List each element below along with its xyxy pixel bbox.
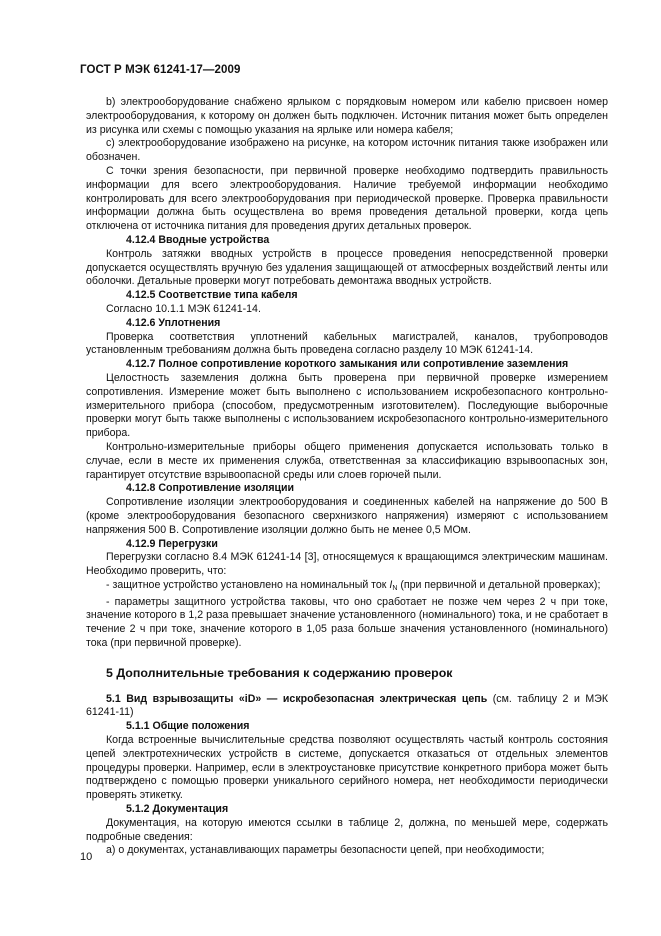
heading-4-12-6: 4.12.6 Уплотнения <box>126 316 221 329</box>
heading-4-12-8: 4.12.8 Сопротивление изоляции <box>126 482 295 495</box>
text-4-12-7-b: Контрольно-измерительные приборы общего применения допускается использовать только в случае, если в месте их применения служба, ответственная за классификацию взрывоопасных зон, гарантирует отсутствие взрывоопасной среды или слоев горючей пыли. <box>86 440 608 481</box>
heading-4-12-5: 4.12.5 Соответствие типа кабеля <box>126 289 298 302</box>
list-item-text: - защитное устройство установлено на номинальный ток <box>106 578 390 591</box>
text-4-12-7-a: Целостность заземления должна быть проверена при первичной проверке измерением сопротивления. Измерение может быть выполнено с использованием искробезопасного контрольно-измерительного прибора (способом, предусмотренным изготовителем). Последующие выборочные проверки могут быть также выполнены с использованием искробезопасного контрольно-измерительного прибора. <box>86 371 608 440</box>
section-5-heading: 5 Дополнительные требования к содержанию проверок <box>106 665 453 680</box>
heading-5-1-2: 5.1.2 Документация <box>126 803 229 816</box>
text-4-12-8: Сопротивление изоляции электрооборудования и соединенных кабелей на напряжение до 500 В (кроме электрооборудования безопасного сверхнизкого напряжения) измеряют с использованием напряжения 500 В. Сопротивление изоляции должно быть не менее 0,5 МОм. <box>86 496 608 536</box>
heading-5-1-1: 5.1.1 Общие положения <box>126 720 250 733</box>
list-item-protective-device <box>86 579 608 596</box>
heading-4-12-4: 4.12.4 Вводные устройства <box>126 233 270 246</box>
text-4-12-4: Контроль затяжки вводных устройств в процессе проведения непосредственной проверки допускается осуществлять вручную без удаления защищающей от атмосферных воздействий ленты или оболочки. Детальные проверки могут потребовать демонтажа вводных устройств. <box>86 247 608 288</box>
text-4-12-6: Проверка соответствия уплотнений кабельных магистралей, каналов, трубопроводов установленным требованиям должна быть проведена согласно разделу 10 МЭК 61241-14. <box>86 330 608 357</box>
heading-5-1-bold: 5.1 Вид взрывозащиты «iD» — искробезопасная электрическая цепь <box>106 692 488 705</box>
list-item-text-end: (при первичной и детальной проверках); <box>397 578 601 591</box>
current-symbol: I <box>389 578 393 591</box>
page-number: 10 <box>80 851 93 863</box>
paragraph-b: b) электрооборудование снабжено ярлыком с порядковым номером или кабелю присвоен номер электрооборудования, к которому он должен быть подключен. Источник питания может быть определен из рисунка или схемы с помощью указания на ярлыке или номера кабеля; <box>86 96 608 136</box>
text-4-12-5: Согласно 10.1.1 МЭК 61241-14. <box>106 302 261 315</box>
list-item-device-parameters: - параметры защитного устройства таковы, что оно сработает не позже чем через 2 ч при токе, значение которого в 1,2 раза превышает значение установленного (номинального) тока, и не сработает в течение 2 ч при токе, значение которого в 1,05 раза больше значения установленного (номинального) тока (при первичной проверке). <box>86 595 608 650</box>
text-5-1-2: Документация, на которую имеются ссылки в таблице 2, должна, по меньшей мере, содержать подробные сведения: <box>86 816 608 843</box>
page-content <box>86 96 608 858</box>
heading-5-1 <box>86 693 608 721</box>
heading-4-12-7: 4.12.7 Полное сопротивление короткого замыкания или сопротивление заземления <box>126 358 569 371</box>
current-subscript: N <box>392 584 398 592</box>
text-4-12-9: Перегрузки согласно 8.4 МЭК 61241-14 [3], относящемуся к вращающимся электрическим машинам. Необходимо проверить, что: <box>86 551 608 578</box>
list-item-a: а) о документах, устанавливающих параметры безопасности цепей, при необходимости; <box>106 844 545 857</box>
heading-4-12-9: 4.12.9 Перегрузки <box>126 537 218 550</box>
document-header: ГОСТ Р МЭК 61241-17—2009 <box>80 64 241 76</box>
paragraph-c: c) электрооборудование изображено на рисунке, на котором источник питания также изображен или обозначен. <box>86 137 608 164</box>
paragraph-safety: С точки зрения безопасности, при первичной проверке необходимо подтвердить правильность информации для всего электрооборудования. Наличие требуемой информации необходимо контролировать для всего электрооборудования при периодической проверке. Проверка правильности информации должна быть осуществлена во время проведения детальной проверки, когда цепь отключена от источника питания для проведения других детальных проверок. <box>86 164 608 233</box>
heading-5-1-rest: (см. таблицу 2 и МЭК 61241-11) <box>86 692 608 719</box>
text-5-1-1: Когда встроенные вычислительные средства позволяют осуществлять частый контроль состояния цепей электротехнических устройств в системе, допускается отказаться от отдельных элементов процедуры проверки. Например, если в электроустановке присутствие конкретного прибора может быть подтверждено с помощью проверки уникального серийного номера, нет необходимости периодически проверять этикетку. <box>86 734 608 802</box>
